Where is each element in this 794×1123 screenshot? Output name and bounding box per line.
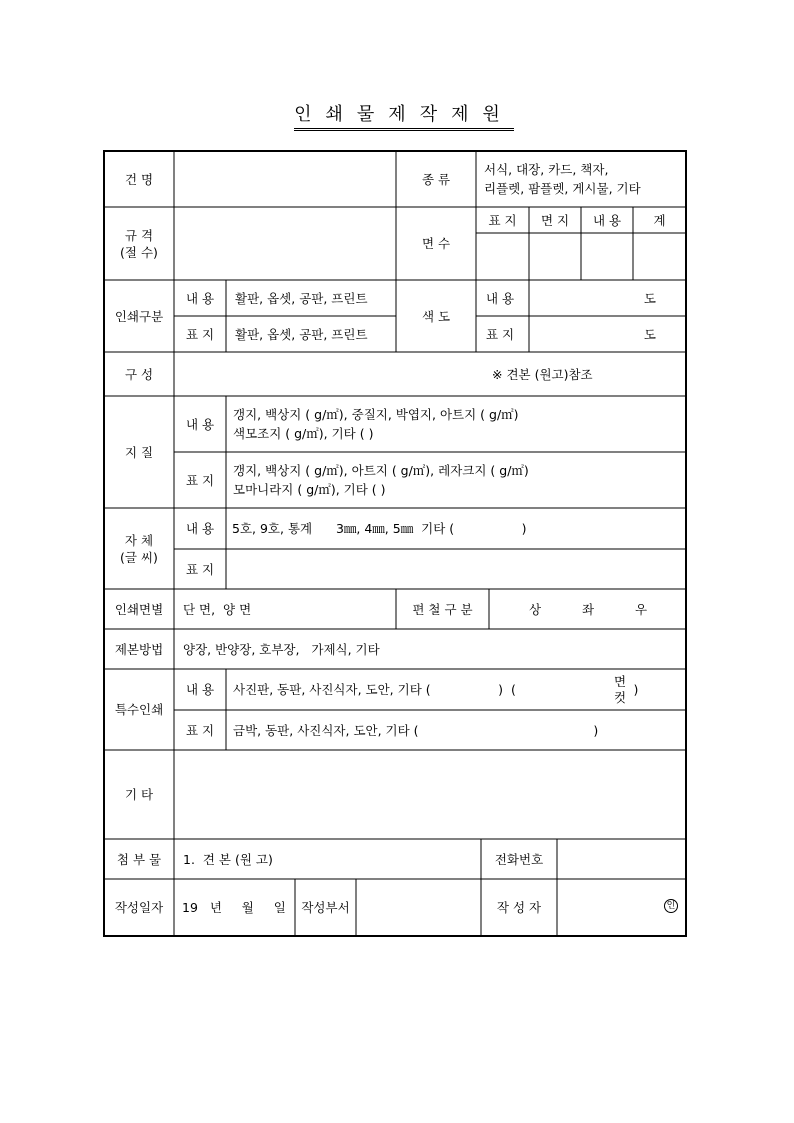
print-type-cover-options: 활판, 옵셋, 공판, 프린트 — [235, 326, 368, 342]
print-side-options: 단 면, 양 면 — [183, 601, 252, 617]
special-unit — [610, 669, 630, 710]
special-unit-cuts: 컷 — [613, 689, 627, 705]
font-inner-label: 내 용 — [185, 521, 215, 536]
attachment-value: 1. 견 본 (원 고) — [183, 851, 273, 867]
kind-label: 종 류 — [421, 171, 451, 187]
composition-label: 구 성 — [124, 366, 154, 382]
pages-label: 면 수 — [421, 236, 451, 251]
etc-field[interactable] — [174, 750, 686, 839]
pages-endpaper-field[interactable] — [529, 233, 581, 280]
pages-col-endpaper: 면 지 — [540, 212, 570, 228]
special-cover-options: 금박, 동판, 사진식자, 도안, 기타 ( ) — [233, 722, 599, 738]
color-label: 색 도 — [421, 308, 451, 324]
name-field[interactable] — [174, 151, 396, 207]
paper-inner-label: 내 용 — [185, 416, 215, 432]
pages-col-content: 내 용 — [592, 212, 622, 228]
special-close-paren: ) — [633, 682, 639, 697]
pages-col-cover: 표 지 — [488, 212, 517, 228]
special-unit-pages: 면 — [613, 673, 627, 689]
binding-option-left: 좌 — [581, 601, 595, 617]
paper-cover-options: 갱지, 백상지 ( g/㎡), 아트지 ( g/㎡), 레자크지 ( g/㎡) 모마니라지 ( g/㎡), 기타 ( ) — [233, 463, 529, 497]
binding-method-options: 양장, 반양장, 호부장, 가제식, 기타 — [183, 641, 380, 657]
phone-field[interactable] — [557, 839, 686, 879]
print-type-inner-label: 내 용 — [185, 290, 215, 306]
print-type-cover-label: 표 지 — [185, 326, 215, 342]
color-cover-field[interactable] — [529, 316, 686, 352]
special-print-label: 특수인쇄 — [114, 702, 164, 717]
color-inner-unit: 도 — [643, 290, 656, 306]
composition-field[interactable] — [174, 352, 686, 396]
page-title: 인쇄물제작제원 — [0, 104, 794, 131]
binding-method-label: 제본방법 — [114, 641, 164, 657]
color-inner-label: 내 용 — [486, 290, 515, 306]
special-inner-options: 사진판, 동판, 사진식자, 도안, 기타 ( ) ( — [233, 682, 516, 697]
print-type-label: 인쇄구분 — [114, 308, 164, 324]
attachment-label: 첨 부 물 — [116, 851, 162, 867]
phone-label: 전화번호 — [494, 851, 544, 867]
seal-icon: 인 — [664, 899, 678, 913]
color-cover-label: 표 지 — [486, 326, 515, 342]
paper-inner-options: 갱지, 백상지 ( g/㎡), 중질지, 박엽지, 아트지 ( g/㎡) 색모조지 ( g/㎡), 기타 ( ) — [233, 407, 519, 441]
font-cover-field[interactable] — [226, 549, 686, 589]
font-label: 자 체 (글 씨) — [120, 532, 158, 565]
color-cover-unit: 도 — [643, 326, 656, 342]
date-field[interactable]: 19 년 월 일 — [182, 900, 286, 915]
author-label: 작 성 자 — [496, 900, 542, 915]
dept-label: 작성부서 — [301, 900, 350, 915]
font-inner-options: 5호, 9호, 통계 3㎜, 4㎜, 5㎜ 기타 ( ) — [232, 521, 527, 536]
composition-note: ※ 견본 (원고)참조 — [492, 366, 593, 382]
pages-total-field[interactable] — [633, 233, 686, 280]
paper-label: 지 질 — [124, 444, 154, 460]
binding-option-right: 우 — [634, 601, 648, 617]
name-label: 건 명 — [124, 171, 154, 187]
binding-type-label: 편 철 구 분 — [412, 601, 473, 617]
pages-col-total: 계 — [653, 212, 666, 228]
pages-content-field[interactable] — [581, 233, 633, 280]
color-inner-field[interactable] — [529, 280, 686, 316]
font-cover-label: 표 지 — [185, 561, 215, 577]
paper-cover-label: 표 지 — [185, 472, 215, 488]
kind-options: 서식, 대장, 카드, 책자, 리플렛, 팜플렛, 게시물, 기타 — [484, 162, 641, 196]
binding-option-top: 상 — [528, 601, 542, 617]
print-side-label: 인쇄면별 — [114, 601, 164, 617]
pages-cover-field[interactable] — [476, 233, 529, 280]
print-type-inner-options: 활판, 옵셋, 공판, 프린트 — [235, 290, 368, 306]
spec-label: 규 격 (절 수) — [120, 227, 158, 260]
etc-label: 기 타 — [124, 787, 154, 802]
spec-field[interactable] — [174, 207, 396, 280]
dept-field[interactable] — [356, 879, 481, 936]
special-inner-label: 내 용 — [185, 682, 215, 697]
special-cover-label: 표 지 — [185, 722, 215, 738]
date-label: 작성일자 — [114, 900, 164, 915]
